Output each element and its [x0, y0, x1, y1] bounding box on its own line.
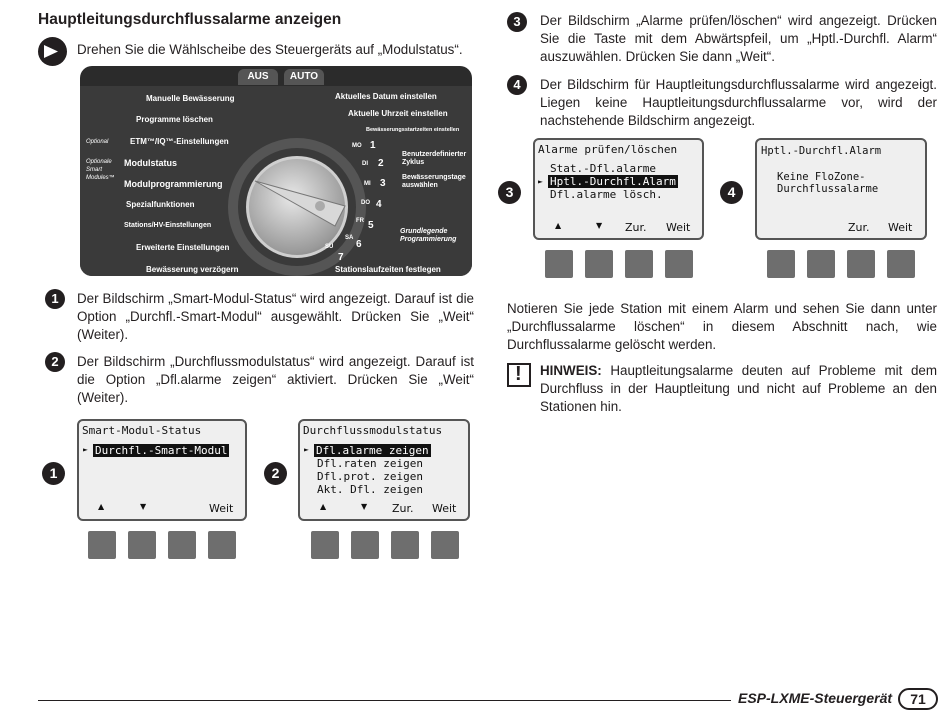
lcd-item: Stat.-Dfl.alarme	[550, 162, 656, 175]
lcd-title: Smart-Modul-Status	[82, 424, 202, 437]
softkey-next-label: Weit	[209, 502, 234, 515]
dial-item-manual: Manuelle Bewässerung	[146, 94, 235, 103]
controller-dial	[80, 66, 472, 276]
lcd-item: Dfl.alarme zeigen	[316, 444, 429, 457]
softkey-next-label: Weit	[432, 502, 457, 515]
hw-button-4[interactable]	[665, 250, 693, 278]
note-paragraph: Notieren Sie jede Station mit einem Alarm und sehen Sie dann unter „Durchflussalarme löschen“ in diesem Abschnitt nach, wie Durchflussalarme gelöscht werden.	[507, 301, 937, 352]
lcd-flow-module-status	[298, 419, 470, 521]
dial-pointer	[250, 176, 350, 236]
step-1-badge: 1	[45, 289, 65, 309]
hw-button-1[interactable]	[545, 250, 573, 278]
step-3-text: Der Bildschirm „Alarme prüfen/löschen“ wird angezeigt. Drücken Sie die Taste mit dem Abwärtspfeil, um „Hptl.-Durchfl. Alarm“ auszuwählen. Drücken Sie dann „Weit“.	[540, 13, 937, 64]
dial-item-start-times: Bewässerungsstartzeiten einstellen	[366, 127, 460, 133]
lcd-check-clear-alarms	[533, 138, 704, 240]
softkey-back-label: Zur.	[848, 221, 870, 234]
dial-digit-1: 1	[370, 140, 376, 151]
hint-text: HINWEIS: Hauptleitungsalarme deuten auf Probleme mit dem Durchfluss in der Hauptleitung und nicht auf Probleme an den Stationen hin.	[540, 363, 937, 414]
lcd-item: Dfl.prot. zeigen	[317, 470, 423, 483]
lcd-smart-module-status	[77, 419, 247, 521]
hw-button-3[interactable]	[625, 250, 653, 278]
screen-4-badge: 4	[720, 181, 743, 204]
dial-tab-off: AUS	[238, 69, 278, 85]
dial-item-clear-programs: Programme löschen	[136, 115, 213, 124]
lcd-item: Hptl.-Durchfl.Alarm	[550, 175, 676, 188]
hw-button-1[interactable]	[767, 250, 795, 278]
screen-1-badge: 1	[42, 462, 65, 485]
dial-item-custom-cycle: Benutzerdefinierter Zyklus	[402, 151, 467, 166]
dial-tab-auto: AUTO	[284, 69, 324, 85]
dial-digit-6: 6	[356, 239, 362, 250]
softkey-down-label: ▼	[596, 221, 603, 230]
selection-arrow-icon: ►	[304, 445, 309, 454]
footer-product-name: ESP-LXME-Steuergerät	[738, 690, 893, 706]
hw-button-2[interactable]	[351, 531, 379, 559]
step-2-text: Der Bildschirm „Durchflussmodulstatus“ wird angezeigt. Darauf ist die Option „Dfl.alarme zeigen“ aktiviert. Drücken Sie „Weit“ (Weiter).	[77, 354, 474, 405]
hw-button-1[interactable]	[88, 531, 116, 559]
dial-item-water-days: Bewässerungstage auswählen	[402, 174, 466, 189]
step-2-badge: 2	[45, 352, 65, 372]
lcd-message-line-2: Durchflussalarme	[777, 183, 879, 195]
softkey-back-label: Zur.	[392, 502, 414, 515]
dial-day-di: DI	[362, 161, 368, 167]
lcd-title: Alarme prüfen/löschen	[538, 143, 678, 156]
softkey-down-label: ▼	[140, 502, 147, 511]
hw-button-3[interactable]	[168, 531, 196, 559]
dial-item-runtimes: Stationslaufzeiten festlegen	[335, 265, 441, 274]
lcd-item: Durchfl.-Smart-Modul	[95, 444, 228, 457]
selection-arrow-icon: ►	[538, 177, 543, 186]
softkey-next-label: Weit	[666, 221, 691, 234]
lcd-item: Dfl.alarme lösch.	[550, 188, 663, 201]
dial-item-delay: Bewässerung verzögern	[146, 265, 239, 274]
step-4-text: Der Bildschirm für Hauptleitungsdurchflussalarme wird angezeigt. Liegen keine Hauptleitungsdurchflussalarme vor, wird der nachstehende Bildschirm angezeigt.	[540, 77, 937, 128]
dial-item-advanced: Erweiterte Einstellungen	[136, 243, 230, 252]
hw-button-4[interactable]	[208, 531, 236, 559]
intro-text: Drehen Sie die Wählscheibe des Steuergeräts auf „Modulstatus“.	[77, 42, 463, 57]
dial-digit-5: 5	[368, 220, 374, 231]
hw-button-4[interactable]	[887, 250, 915, 278]
softkey-next-label: Weit	[888, 221, 913, 234]
dial-smart-modules-label: Optionale Smart Modules™	[86, 159, 115, 181]
hw-button-2[interactable]	[585, 250, 613, 278]
dial-day-mi: MI	[364, 181, 371, 187]
hw-button-3[interactable]	[391, 531, 419, 559]
hw-button-3[interactable]	[847, 250, 875, 278]
dial-digit-4: 4	[376, 199, 382, 210]
dial-day-do: DO	[361, 200, 370, 206]
dial-item-date: Aktuelles Datum einstellen	[335, 92, 437, 101]
dial-digit-3: 3	[380, 178, 386, 189]
lcd-title: Hptl.-Durchfl.Alarm	[761, 145, 882, 157]
dial-item-etm: ETM™/IQ™-Einstellungen	[130, 137, 229, 146]
dial-digit-7: 7	[338, 252, 344, 263]
lcd-title: Durchflussmodulstatus	[303, 424, 443, 437]
lcd-item: Dfl.raten zeigen	[317, 457, 423, 470]
hw-button-2[interactable]	[807, 250, 835, 278]
page-number: 71	[898, 688, 938, 710]
dial-item-module-status: Modulstatus	[124, 158, 177, 168]
softkey-back-label: Zur.	[625, 221, 647, 234]
selection-arrow-icon: ►	[83, 445, 88, 454]
step-1-text: Der Bildschirm „Smart-Modul-Status“ wird angezeigt. Darauf ist die Option „Durchfl.-Smart-Modul“ ausgewählt. Drücken Sie „Weit“ (Weiter).	[77, 291, 474, 342]
lcd-mainline-alarm	[755, 138, 927, 240]
lcd-item: Akt. Dfl. zeigen	[317, 483, 423, 496]
hw-button-2[interactable]	[128, 531, 156, 559]
step-3-badge: 3	[507, 12, 527, 32]
dial-day-sa: SA	[345, 235, 354, 241]
dial-item-special: Spezialfunktionen	[126, 200, 195, 209]
lcd-message-line-1: Keine FloZone-	[777, 171, 866, 183]
softkey-up-label: ▲	[555, 221, 562, 230]
screen-2-badge: 2	[264, 462, 287, 485]
arrow-right-icon	[38, 37, 67, 66]
warning-icon: !	[507, 363, 531, 387]
dial-item-module-programming: Modulprogrammierung	[124, 179, 223, 189]
softkey-down-label: ▼	[361, 502, 368, 511]
dial-day-fr: FR	[356, 218, 364, 224]
section-title: Hauptleitungsdurchflussalarme anzeigen	[38, 11, 342, 28]
step-4-badge: 4	[507, 75, 527, 95]
hw-button-4[interactable]	[431, 531, 459, 559]
softkey-up-label: ▲	[320, 502, 327, 511]
screen-3-badge: 3	[498, 181, 521, 204]
dial-optional-label: Optional	[86, 139, 109, 145]
dial-item-station-settings: Stations/HV-Einstellungen	[124, 222, 212, 229]
dial-digit-2: 2	[378, 158, 384, 169]
dial-item-time: Aktuelle Uhrzeit einstellen	[348, 109, 448, 118]
hw-button-1[interactable]	[311, 531, 339, 559]
footer-divider	[38, 700, 731, 701]
dial-day-mo: MO	[352, 143, 362, 149]
softkey-up-label: ▲	[98, 502, 105, 511]
dial-item-basic-programming: Grundlegende Programmierung	[400, 228, 457, 243]
dial-day-su: SU	[325, 244, 334, 250]
